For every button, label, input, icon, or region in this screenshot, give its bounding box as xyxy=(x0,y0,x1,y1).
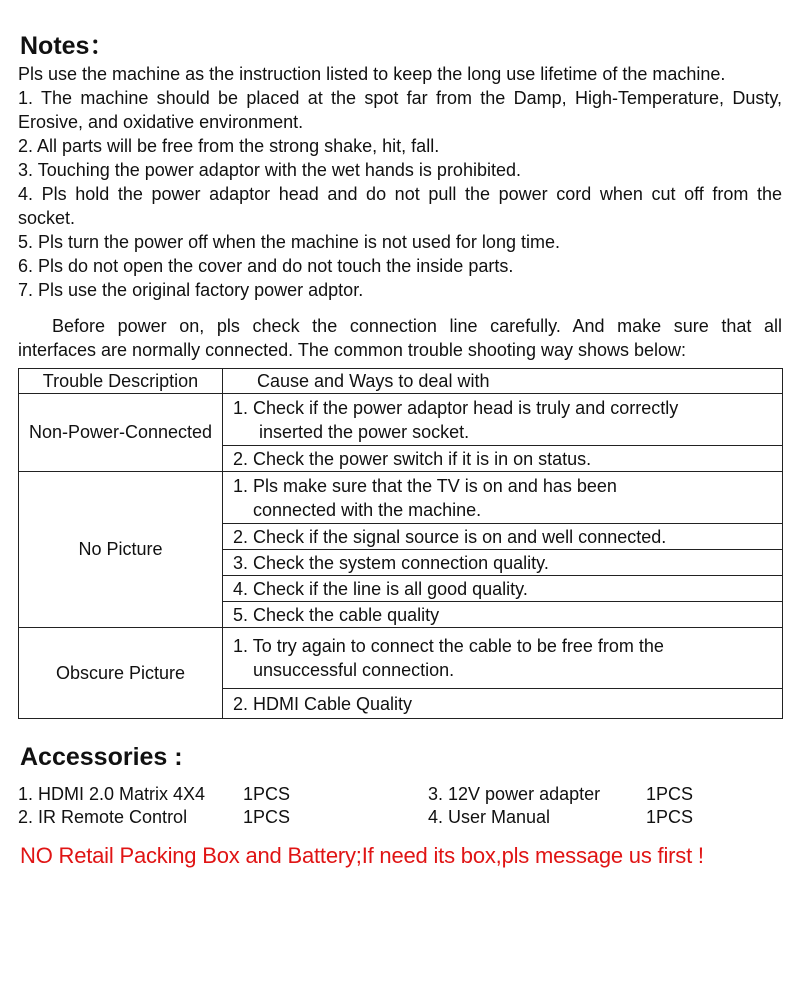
table-row xyxy=(19,628,783,689)
accessory-item-qty: 1PCS xyxy=(243,784,291,804)
note-item-7: 7. Pls use the original factory power adptor. xyxy=(18,280,364,300)
cause-cell xyxy=(223,472,783,524)
note-item-6: 6. Pls do not open the cover and do not touch the inside parts. xyxy=(18,256,514,276)
table-row xyxy=(19,394,783,446)
cause-text: 1. Pls make sure that the TV is on and has been xyxy=(233,475,617,496)
accessory-item-qty: 1PCS xyxy=(243,807,291,827)
cause-cell xyxy=(223,628,783,689)
accessory-item-name: 1. HDMI 2.0 Matrix 4X4 xyxy=(18,784,206,804)
trouble-non-power-connected: Non-Power-Connected xyxy=(19,394,223,472)
cause-text: 1. Check if the power adaptor head is truly and correctly xyxy=(233,397,679,418)
cause-text: 1. To try again to connect the cable to be free from the xyxy=(233,636,664,656)
accessory-item-name: 2. IR Remote Control xyxy=(18,807,188,827)
note-item-1: 1. The machine should be placed at the spot far from the Damp, High-Temperature, Dusty, xyxy=(18,88,782,108)
note-item-4: 4. Pls hold the power adaptor head and do not pull the power cord when cut off from the xyxy=(18,184,782,204)
accessory-item-name: 3. 12V power adapter xyxy=(428,784,601,804)
cause-text-continued: inserted the power socket. xyxy=(259,421,470,442)
note-item-2: 2. All parts will be free from the strong shake, hit, fall. xyxy=(18,136,440,156)
packing-warning-note: NO Retail Packing Box and Battery;If need its box,pls message us first ! xyxy=(20,843,704,868)
trouble-shooting-table xyxy=(18,368,783,719)
notes-intro: Pls use the machine as the instruction listed to keep the long use lifetime of the machine. xyxy=(18,64,726,84)
note-item-1-continued: Erosive, and oxidative environment. xyxy=(18,112,304,132)
header-trouble-description: Trouble Description xyxy=(19,369,223,394)
note-item-5: 5. Pls turn the power off when the machine is not used for long time. xyxy=(18,232,560,252)
header-cause-and-ways: Cause and Ways to deal with xyxy=(223,369,783,394)
table-row xyxy=(19,472,783,524)
cause-cell: 2. Check if the signal source is on and well connected. xyxy=(223,524,783,550)
cause-cell: 2. HDMI Cable Quality xyxy=(223,689,783,719)
connection-paragraph-line-1: Before power on, pls check the connection line carefully. And make sure that all xyxy=(52,316,782,336)
notes-heading: Notes： xyxy=(20,32,115,60)
cause-cell: 3. Check the system connection quality. xyxy=(223,550,783,576)
accessory-item-name: 4. User Manual xyxy=(428,807,551,827)
table-header-row xyxy=(19,369,783,394)
connection-paragraph-line-2: interfaces are normally connected. The common trouble shooting way shows below: xyxy=(18,340,687,360)
cause-text-continued: unsuccessful connection. xyxy=(253,660,455,680)
cause-cell: 5. Check the cable quality xyxy=(223,602,783,628)
note-item-4-continued: socket. xyxy=(18,208,76,228)
cause-cell xyxy=(223,394,783,446)
accessory-item-qty: 1PCS xyxy=(646,807,694,827)
note-item-3: 3. Touching the power adaptor with the wet hands is prohibited. xyxy=(18,160,521,180)
cause-text-continued: connected with the machine. xyxy=(253,499,482,520)
accessories-heading: Accessories : xyxy=(20,743,183,771)
cause-cell: 4. Check if the line is all good quality. xyxy=(223,576,783,602)
cause-cell: 2. Check the power switch if it is in on status. xyxy=(223,446,783,472)
trouble-obscure-picture: Obscure Picture xyxy=(19,628,223,719)
trouble-no-picture: No Picture xyxy=(19,472,223,628)
accessory-item-qty: 1PCS xyxy=(646,784,694,804)
